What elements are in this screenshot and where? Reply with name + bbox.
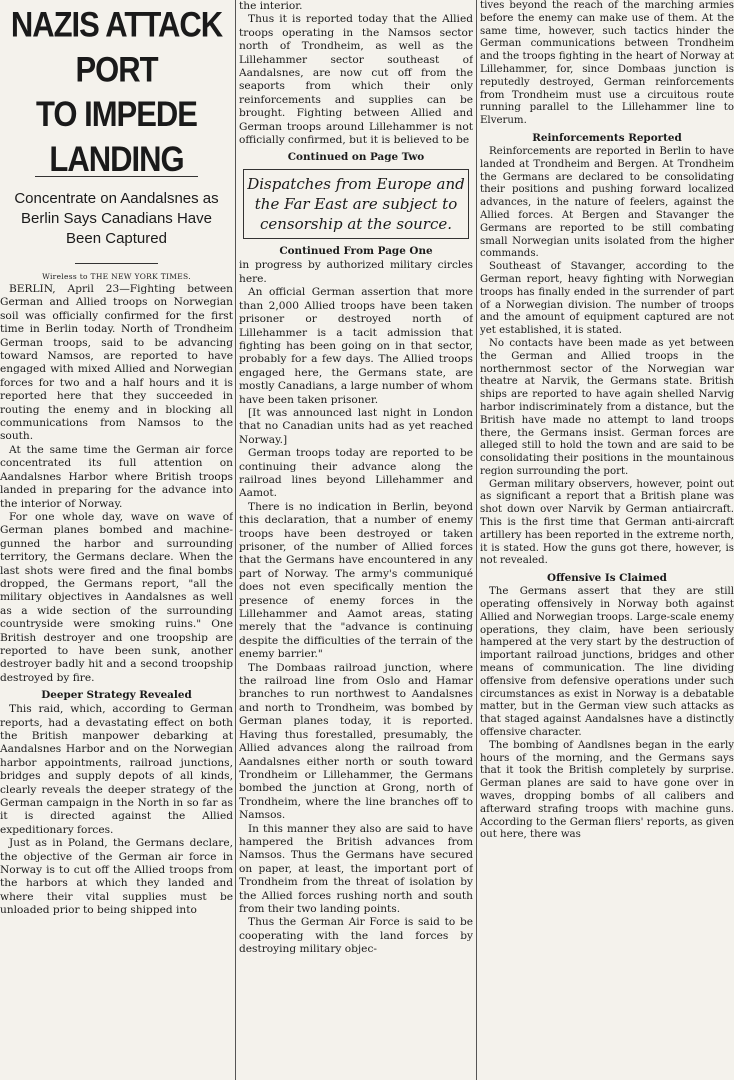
paragraph: There is no indication in Berlin, beyond this declaration, that a number of enemy troops have been destroyed or taken prisoner, of the number of Allied forces that the Germans have encountered in any part of Norway. The army's communiqué does not even specifically mention the presence of enemy forces in the Lillehammer and Aamot areas, stating merely that the "advance is continuing despite the difficulties of the terrain of the enemy barrier." <box>239 500 473 661</box>
paragraph: The Dombaas railroad junction, where the railroad line from Oslo and Hamar branches to run northwest to Aandalsnes and north to Trondheim, was bombed by German planes today, it is reported. Having thus forestalled, presumably, the Allied advances along the railroad from Aandalsnes either north or south toward Trondheim or Lillehammer, the Germans bombed the junction at Grong, north of Trondheim, where the line branches off to Namsos. <box>239 661 473 822</box>
headline-line-1: NAZIS ATTACK PORT <box>10 4 223 90</box>
paragraph: Thus the German Air Force is said to be cooperating with the land forces by destroying military objec- <box>239 916 473 956</box>
credit-line: Wireless to THE NEW YORK TIMES. <box>42 272 191 281</box>
headline-line-2: TO IMPEDE LANDING <box>36 94 197 180</box>
paragraph: BERLIN, April 23—Fighting between German and Allied troops on Norwegian soil was officially confirmed for the first time in Berlin today. North of Trondheim German troops, said to be advancing toward Namsos, are reported to have engaged with mixed Allied and Norwegian forces for two and a half hours and it is reported here that they succeeded in routing the enemy and in blocking all communications from Namsos to the south. <box>0 283 233 443</box>
paragraph: The Germans assert that they are still operating offensively in Norway both against Allied and Norwegian troops. Large-scale enemy operations, they claim, have been seriously hampered at the very start by the destruction of important railroad junctions, bridges and other means of communication. The line dividing offensive from defensive operations under such circumstances as exist in Norway is a debatable matter, but in the German view such attacks as that staged against Aandalsnes have a distinctly offensive character. <box>480 586 734 739</box>
column-rule <box>476 0 477 1080</box>
paragraph: At the same time the German air force concentrated its full attention on Aandalsnes Harbor where British troops landed in preparing for the advance into the interior of Norway. <box>0 443 233 510</box>
column-3 <box>480 0 734 1080</box>
divider <box>75 263 158 264</box>
column-1 <box>0 0 233 1080</box>
headline <box>0 2 233 181</box>
censorship-notice-box: Dispatches from Europe and the Far East are subject to censorship at the source. <box>243 169 469 239</box>
continued-from-label: Continued From Page One <box>279 245 433 258</box>
subhead: Offensive Is Claimed <box>547 572 667 585</box>
deck-headline: Concentrate on Aandalsnes as Berlin Says Canadians Have Been Captured <box>14 190 219 247</box>
paragraph: Just as in Poland, the Germans declare, the objective of the German air force in Norway is to cut off the Allied troops from the harbors at which they landed and where their vital supplies must be unloaded prior to being shipped into <box>0 837 233 917</box>
paragraph: Thus it is reported today that the Allied troops operating in the Namsos sector north of Trondheim, as well as the Lillehammer sector southeast of Aandalsnes, are now cut off from the seaports from which their only reinforcements and supplies can be brought. Fighting between Allied and German troops around Lillehammer is not officially confirmed, but it is believed to be <box>239 13 473 147</box>
subhead: Deeper Strategy Revealed <box>41 689 192 702</box>
subhead: Reinforcements Reported <box>532 131 682 144</box>
paragraph: No contacts have been made as yet between the German and Allied troops in the northernmost sector of the Norwegian war theatre at Narvik, the Germans state. British ships are reported to have again shelled Narvig harbor indiscriminately from a distance, but the British have made no attempt to land troops there, the Germans insist. German forces are alleged still to hold the town and are said to be consolidating their positions in the mountainous region surrounding the port. <box>480 337 734 477</box>
column-2 <box>239 0 473 1080</box>
paragraph: For one whole day, wave on wave of German planes bombed and machine-gunned the harbor and surrounding territory, the Germans declare. When the last shots were fired and the final bombs dropped, the Germans report, "all the military objectives in Aandalsnes as well as a wide section of the surrounding countryside were smoking ruins." One British destroyer and one troopship are reported to have been sunk, another destroyer badly hit and a second troopship destroyed by fire. <box>0 510 233 684</box>
paragraph: In this manner they also are said to have hampered the British advances from Namsos. Thus the Germans have secured on paper, at least, the important port of Trondheim from the threat of isolation by the Allied forces rushing north and south from their two landing points. <box>239 822 473 915</box>
paragraph: The bombing of Aandlsnes began in the early hours of the morning, and the Germans says that it took the British completely by surprise. German planes are said to have gone over in waves, dropping bombs of all calibers and afterward strafing troops with machine guns. According to the German fliers' reports, as given out here, there was <box>480 739 734 841</box>
paragraph: German troops today are reported to be continuing their advance along the railroad lines beyond Lillehammer and Aamot. <box>239 447 473 500</box>
paragraph: German military observers, however, point out as significant a report that a British plane was shot down over Narvik by German antiaircraft. This is the first time that German anti-aircraft artillery has been reported in the extreme north, it is stated. How the guns got there, however, is not revealed. <box>480 478 734 567</box>
paragraph: tives beyond the reach of the marching armies before the enemy can make use of them. At the same time, however, such tactics hinder the German communications between Trondheim and the troops fighting in the heart of Norway at Lillehammer, for, since Dombaas junction is reputedly destroyed, German reinforcements from Trondheim must use a circuitous route running parallel to the Lillehammer line to Elverum. <box>480 0 734 127</box>
paragraph: This raid, which, according to German reports, had a devastating effect on both the British manpower debarking at Aandalsnes Harbor and on the Norwegian harbor appointments, railroad junctions, bridges and supply depots of all kinds, clearly reveals the deeper strategy of the German campaign in the North in so far as it is directed against the Allied expeditionary forces. <box>0 703 233 836</box>
continued-on-label: Continued on Page Two <box>287 151 425 164</box>
paragraph: Reinforcements are reported in Berlin to have landed at Trondheim and Bergen. At Trondheim the Germans are declared to be consolidating their positions and pushing forward localized advances, in the nature of feelers, against the Allied forces. At Bergen and Stavanger the Germans are reported to be still combating small Norwegian units isolated from the higher commands. <box>480 145 734 260</box>
paragraph: Southeast of Stavanger, according to the German report, heavy fighting with Norwegian troops has finally ended in the surrender of part of a Norwegian division. The number of troops and the amount of equipment captured are not yet established, it is stated. <box>480 261 734 337</box>
paragraph: An official German assertion that more than 2,000 Allied troops have been taken prisoner or destroyed north of Lillehammer is a tacit admission that fighting has been going on in that sector, probably for a few days. The Allied troops engaged here, the Germans state, are mostly Canadians, a large number of whom have been taken prisoner. <box>239 286 473 406</box>
paragraph: in progress by authorized military circles here. <box>239 259 473 285</box>
paragraph: [It was announced last night in London that no Canadian units had as yet reached Norway.] <box>239 406 473 446</box>
paragraph: the interior. <box>239 0 303 12</box>
column-rule <box>235 0 236 1080</box>
